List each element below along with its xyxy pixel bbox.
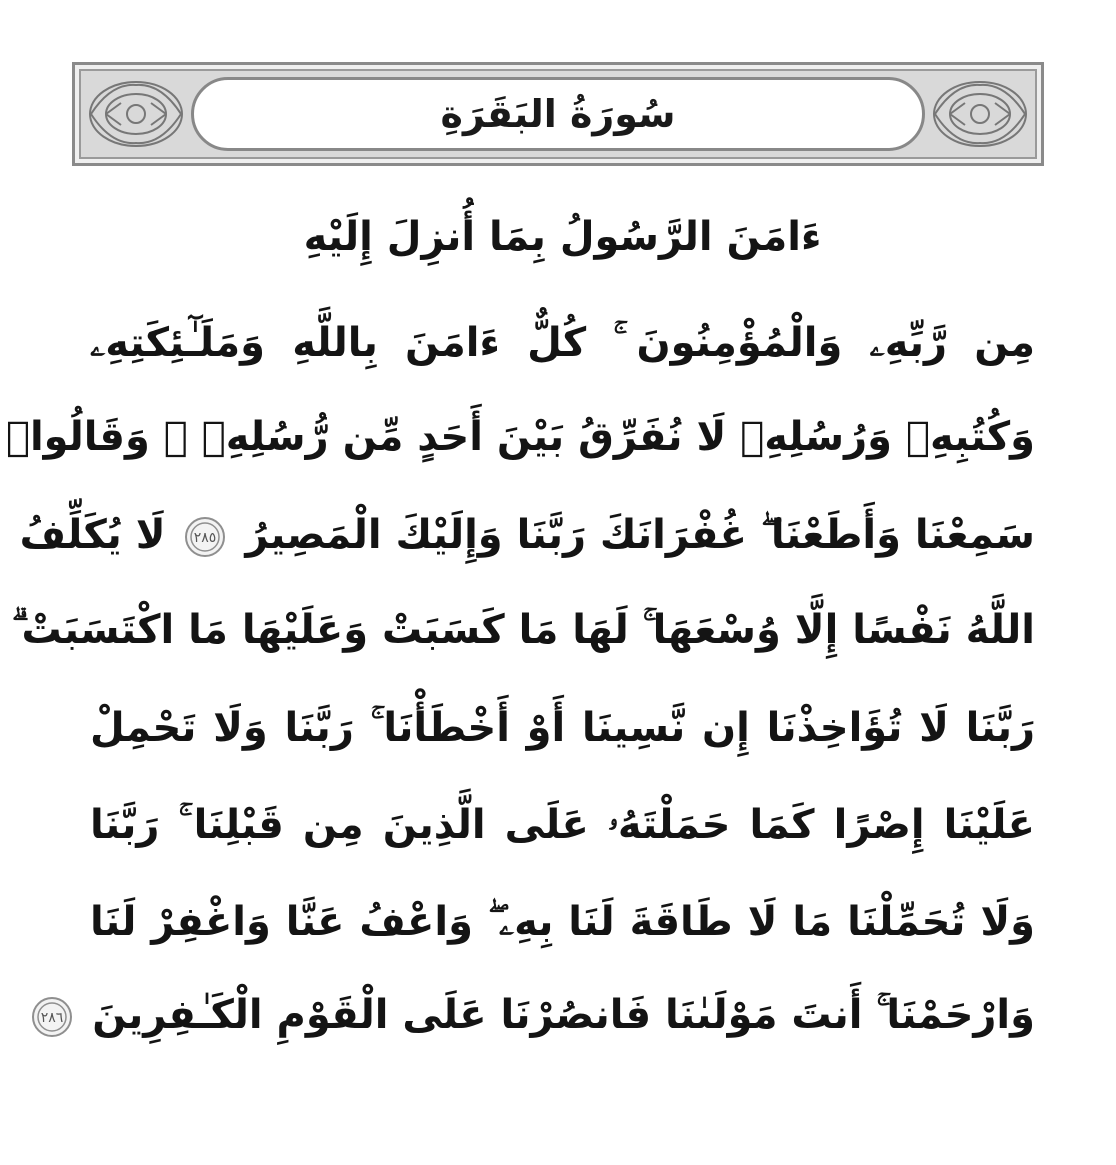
verse-text: سَمِعْنَا وَأَطَعْنَا ۖ غُفْرَانَكَ رَبَّنَا وَإِلَيْكَ الْمَصِيرُ [245, 512, 1035, 558]
verse-text: لَا يُكَلِّفُ [19, 512, 166, 558]
ayah-number: ٢٨٥ [194, 530, 217, 546]
verse-line [90, 892, 1035, 954]
verse-line [90, 698, 1035, 760]
verse-line [19, 505, 1035, 567]
verse-line [90, 207, 1035, 269]
ayah-number: ٢٨٦ [41, 1010, 64, 1026]
verse-text: رَبَّنَا لَا تُؤَاخِذْنَا إِن نَّسِينَا أَوْ أَخْطَأْنَا ۚ رَبَّنَا وَلَا تَحْمِلْ [90, 705, 1035, 751]
verse-text: وَلَا تُحَمِّلْنَا مَا لَا طَاقَةَ لَنَا بِهِۦ ۖ وَاعْفُ عَنَّا وَاغْفِرْ لَنَا [90, 899, 1035, 945]
verse-line [41, 985, 1035, 1047]
verse-line [90, 313, 1035, 375]
ayah-end-medallion-icon [183, 515, 227, 559]
surah-title: سُورَةُ البَقَرَةِ [440, 92, 676, 136]
floral-ornament-icon [81, 73, 191, 155]
verse-text: وَكُتُبِهِۦ وَرُسُلِهِۦ لَا نُفَرِّقُ بَيْنَ أَحَدٍ مِّن رُّسُلِهِۦ ۚ وَقَالُوا۟ [5, 414, 1035, 460]
verse-text: اللَّهُ نَفْسًا إِلَّا وُسْعَهَا ۚ لَهَا مَا كَسَبَتْ وَعَلَيْهَا مَا اكْتَسَبَتْ ۗ [11, 607, 1035, 653]
verse-text: مِن رَّبِّهِۦ وَالْمُؤْمِنُونَ ۚ كُلٌّ ءَامَنَ بِاللَّهِ وَمَلَـٰٓئِكَتِهِۦ [90, 320, 1035, 366]
verse-text: وَارْحَمْنَا ۚ أَنتَ مَوْلَىٰنَا فَانصُرْنَا عَلَى الْقَوْمِ الْكَـٰفِرِينَ [92, 992, 1035, 1038]
floral-ornament-icon [925, 73, 1035, 155]
ayah-end-medallion-icon [30, 995, 74, 1039]
surah-title-cartouche [191, 77, 925, 151]
verse-text: ءَامَنَ الرَّسُولُ بِمَا أُنزِلَ إِلَيْهِ [303, 214, 822, 260]
verse-line [5, 407, 1035, 469]
verse-line [90, 795, 1035, 857]
verse-text: عَلَيْنَا إِصْرًا كَمَا حَمَلْتَهُۥ عَلَى الَّذِينَ مِن قَبْلِنَا ۚ رَبَّنَا [90, 802, 1035, 848]
surah-header-frame [72, 62, 1044, 166]
verse-line [11, 600, 1035, 662]
